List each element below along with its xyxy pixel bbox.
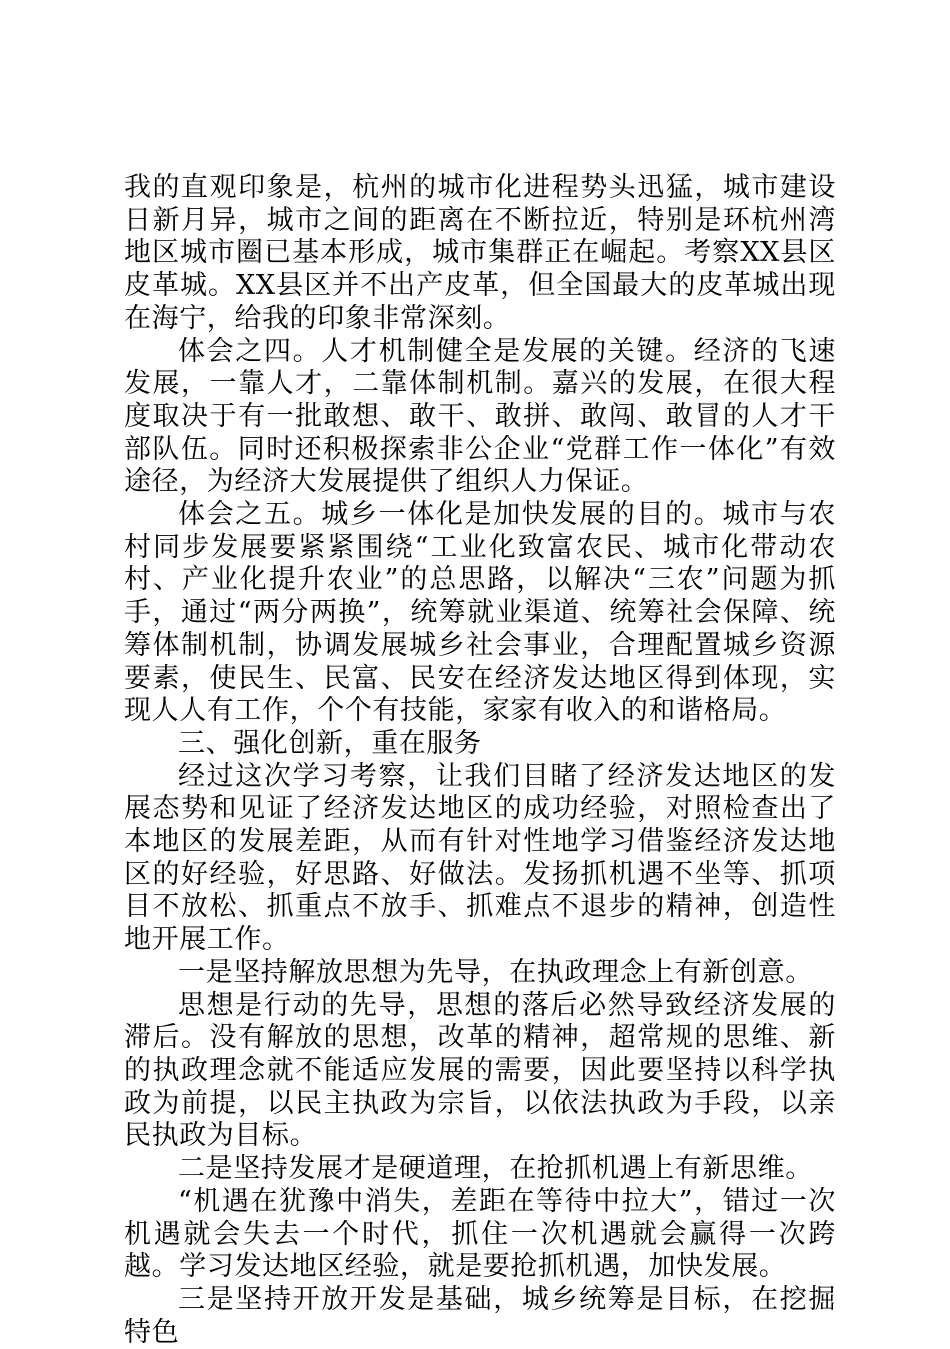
paragraph-study-summary: 经过这次学习考察，让我们目睹了经济发达地区的发展态势和见证了经济发达地区的成功经验，对照检查出了本地区的发展差距，从而有针对性地学习借鉴经济发达地区的好经验，好思路、好做法。发扬抓机遇不坐等、抓项目不放松、抓重点不放手、抓难点不退步的精神，创造性地开展工作。 — [124, 760, 836, 956]
section-heading: 三、强化创新，重在服务 — [178, 727, 482, 759]
paragraph-point-one-detail: 思想是行动的先导，思想的落后必然导致经济发展的滞后。没有解放的思想，改革的精神，超常规的思维、新的执政理念就不能适应发展的需要，因此要坚持以科学执政为前提，以民主执政为宗旨，以依法执政为手段，以亲民执政为目标。 — [124, 989, 836, 1152]
paragraph-point-three: 三是坚持开放开发是基础，城乡统筹是目标，在挖掘特色 — [124, 1283, 836, 1348]
document-body — [124, 172, 836, 1349]
paragraph-urban-rural-integration: 体会之五。城乡一体化是加快发展的目的。城市与农村同步发展要紧紧围绕“工业化致富农民、城市化带动农村、产业化提升农业”的总思路，以解决“三农”问题为抓手，通过“两分两换”，统筹就业渠道、统筹社会保障、统筹体制机制，协调发展城乡社会事业，合理配置城乡资源要素，使民生、民富、民安在经济发达地区得到体现，实现人人有工作，个个有技能，家家有收入的和谐格局。 — [124, 499, 836, 727]
paragraph-talent-mechanism: 体会之四。人才机制健全是发展的关键。经济的飞速发展，一靠人才，二靠体制机制。嘉兴的发展，在很大程度取决于有一批敢想、敢干、敢拼、敢闯、敢冒的人才干部队伍。同时还积极探索非公企业“党群工作一体化”有效途径，为经济大发展提供了组织人力保证。 — [124, 335, 836, 498]
paragraph-point-two-detail: “机遇在犹豫中消失，差距在等待中拉大”，错过一次机遇就会失去一个时代，抓住一次机遇就会赢得一次跨越。学习发达地区经验，就是要抢抓机遇，加快发展。 — [124, 1185, 836, 1283]
paragraph-point-two: 二是坚持发展才是硬道理，在抢抓机遇上有新思维。 — [178, 1153, 813, 1185]
paragraph-point-one: 一是坚持解放思想为先导，在执政理念上有新创意。 — [178, 956, 813, 988]
paragraph-continuation: 我的直观印象是，杭州的城市化进程势头迅猛，城市建设日新月异，城市之间的距离在不断拉近，特别是环杭州湾地区城市圈已基本形成，城市集群正在崛起。考察XX县区皮革城。XX县区并不出产皮革，但全国最大的皮革城出现在海宁，给我的印象非常深刻。 — [124, 172, 836, 334]
